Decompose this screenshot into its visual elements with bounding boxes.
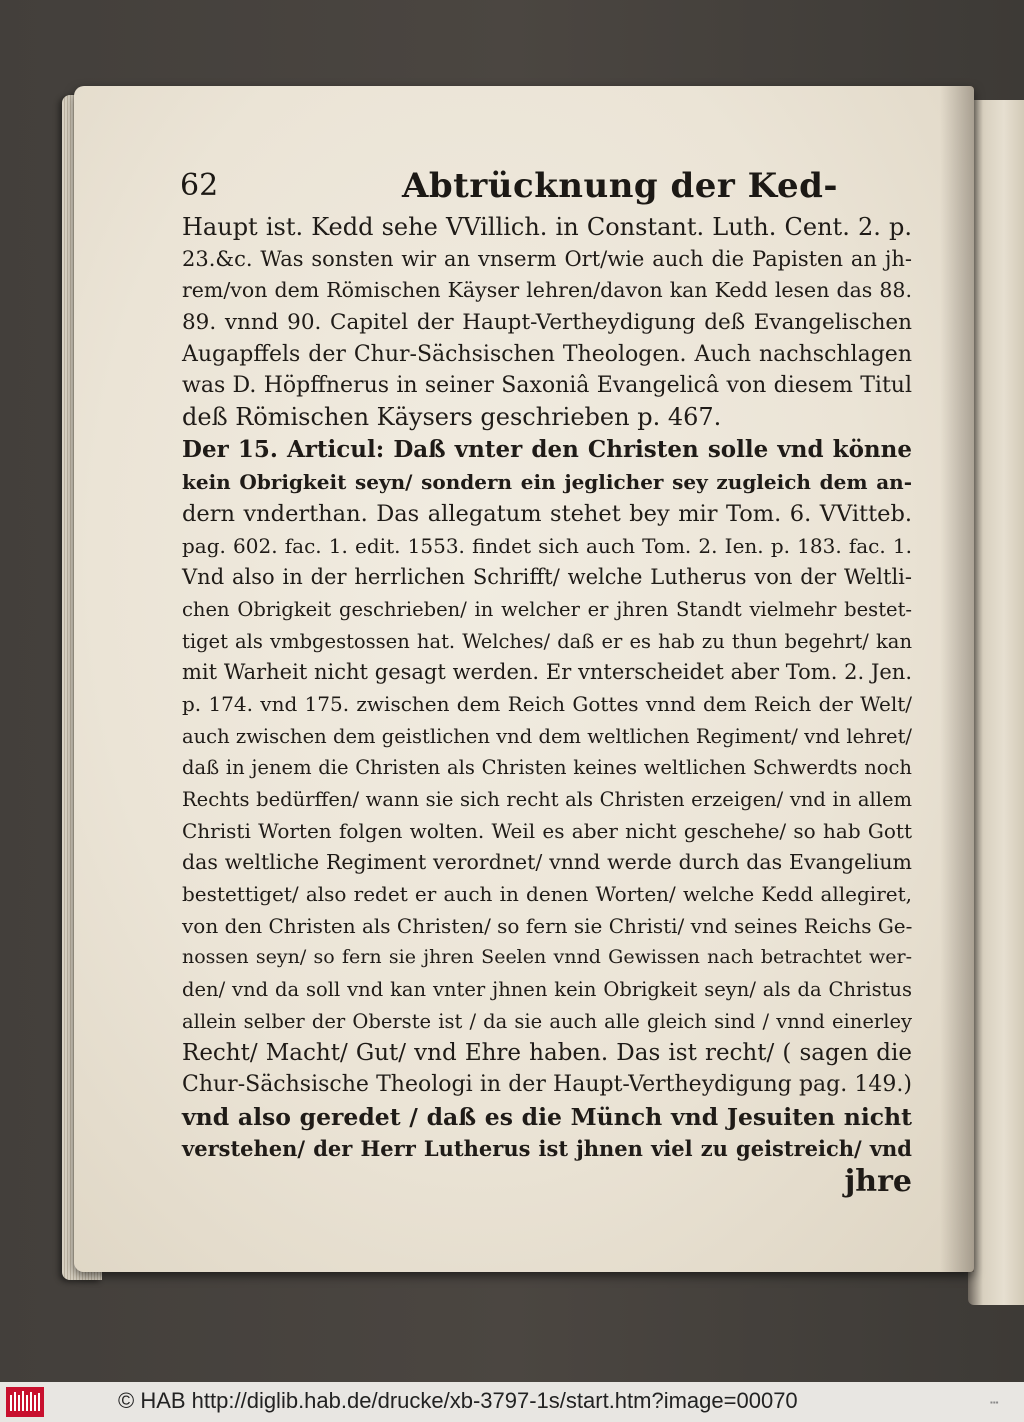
page-number: 62 — [180, 168, 219, 203]
catchword: jhre — [844, 1163, 912, 1199]
text-line: mit Warheit nicht gesagt werden. Er vnterscheidet aber Tom. 2. Jen. — [182, 660, 912, 685]
text-line: Rechts bedürffen/ wann sie sich recht als Christen erzeigen/ vnd in allem — [182, 788, 912, 811]
text-line: deß Römischen Käysers geschrieben p. 467. — [182, 403, 722, 432]
running-title: Abtrücknung der Ked- — [402, 166, 838, 206]
text-line: dern vnderthan. Das allegatum stehet bey mir Tom. 6. VVitteb. — [182, 500, 912, 527]
text-line: verstehen/ der Herr Lutherus ist jhnen viel zu geistreich/ vnd — [182, 1136, 912, 1162]
footer-mark: ▪▪▪ — [990, 1398, 999, 1407]
text-line: chen Obrigkeit geschrieben/ in welcher er jhren Standt vielmehr bestet- — [182, 597, 912, 621]
text-line: Christi Worten folgen wolten. Weil es aber nicht geschehe/ so hab Gott — [182, 818, 912, 843]
viewer-footer — [0, 1382, 1024, 1422]
article-heading-line: kein Obrigkeit seyn/ sondern ein jeglicher sey zugleich dem an- — [182, 470, 912, 495]
text-line: von den Christen als Christen/ so fern sie Christi/ vnd seines Reichs Ge- — [182, 913, 913, 938]
text-line: 89. vnnd 90. Capitel der Haupt-Vertheydigung deß Evangelischen — [182, 310, 912, 336]
text-line: daß in jenem die Christen als Christen keines weltlichen Schwerdts noch — [182, 756, 912, 780]
text-line: Haupt ist. Kedd sehe VVillich. in Constant. Luth. Cent. 2. p. — [182, 213, 912, 241]
text-line: den/ vnd da soll vnd kan vnter jhnen kein Obrigkeit seyn/ als da Christus — [182, 978, 912, 1002]
facing-page-edge — [968, 100, 1024, 1305]
gutter-shadow — [940, 86, 974, 1272]
hab-logo-icon — [6, 1387, 44, 1417]
text-line: auch zwischen dem geistlichen vnd dem weltlichen Regiment/ vnd lehret/ — [182, 724, 912, 748]
text-line: allein selber der Oberste ist / da sie auch alle gleich sind / vnnd einerley — [182, 1009, 912, 1033]
copyright-url: © HAB http://diglib.hab.de/drucke/xb-3797-1s/start.htm?image=00070 — [118, 1388, 798, 1413]
article-heading-line: Der 15. Articul: Daß vnter den Christen solle vnd könne — [182, 435, 912, 463]
running-head — [180, 166, 900, 210]
text-line: 23.&c. Was sonsten wir an vnserm Ort/wie auch die Papisten an jh- — [182, 246, 912, 271]
text-line: Chur-Sächsische Theologi in der Haupt-Vertheydigung pag. 149.) — [182, 1072, 912, 1098]
text-line: Vnd also in der herrlichen Schrifft/ welche Lutherus von der Weltli- — [182, 565, 912, 590]
text-line: Recht/ Macht/ Gut/ vnd Ehre haben. Das ist recht/ ( sagen die — [182, 1039, 912, 1066]
text-line: Augapffels der Chur-Sächsischen Theologen. Auch nachschlagen — [182, 341, 912, 367]
text-line: p. 174. vnd 175. zwischen dem Reich Gottes vnnd dem Reich der Welt/ — [182, 691, 912, 716]
text-line: vnd also geredet / daß es die Münch vnd Jesuiten nicht — [182, 1102, 912, 1131]
text-line: bestettiget/ also redet er auch in denen Worten/ welche Kedd allegiret, — [182, 882, 912, 907]
text-block — [182, 212, 912, 1198]
text-line: nossen seyn/ so fern sie jhren Seelen vnnd Gewissen nach betrachtet wer- — [182, 946, 912, 969]
text-line: tiget als vmbgestossen hat. Welches/ daß er es hab zu thun begehrt/ kan — [182, 629, 912, 653]
text-line: rem/von dem Römischen Käyser lehren/davon kan Kedd lesen das 88. — [182, 278, 912, 303]
text-line: was D. Höpffnerus in seiner Saxoniâ Evangelicâ von diesem Titul — [182, 373, 912, 399]
text-line: das weltliche Regiment verordnet/ vnnd werde durch das Evangelium — [182, 850, 912, 875]
text-line: pag. 602. fac. 1. edit. 1553. findet sich auch Tom. 2. Ien. p. 183. fac. 1. — [182, 533, 912, 558]
